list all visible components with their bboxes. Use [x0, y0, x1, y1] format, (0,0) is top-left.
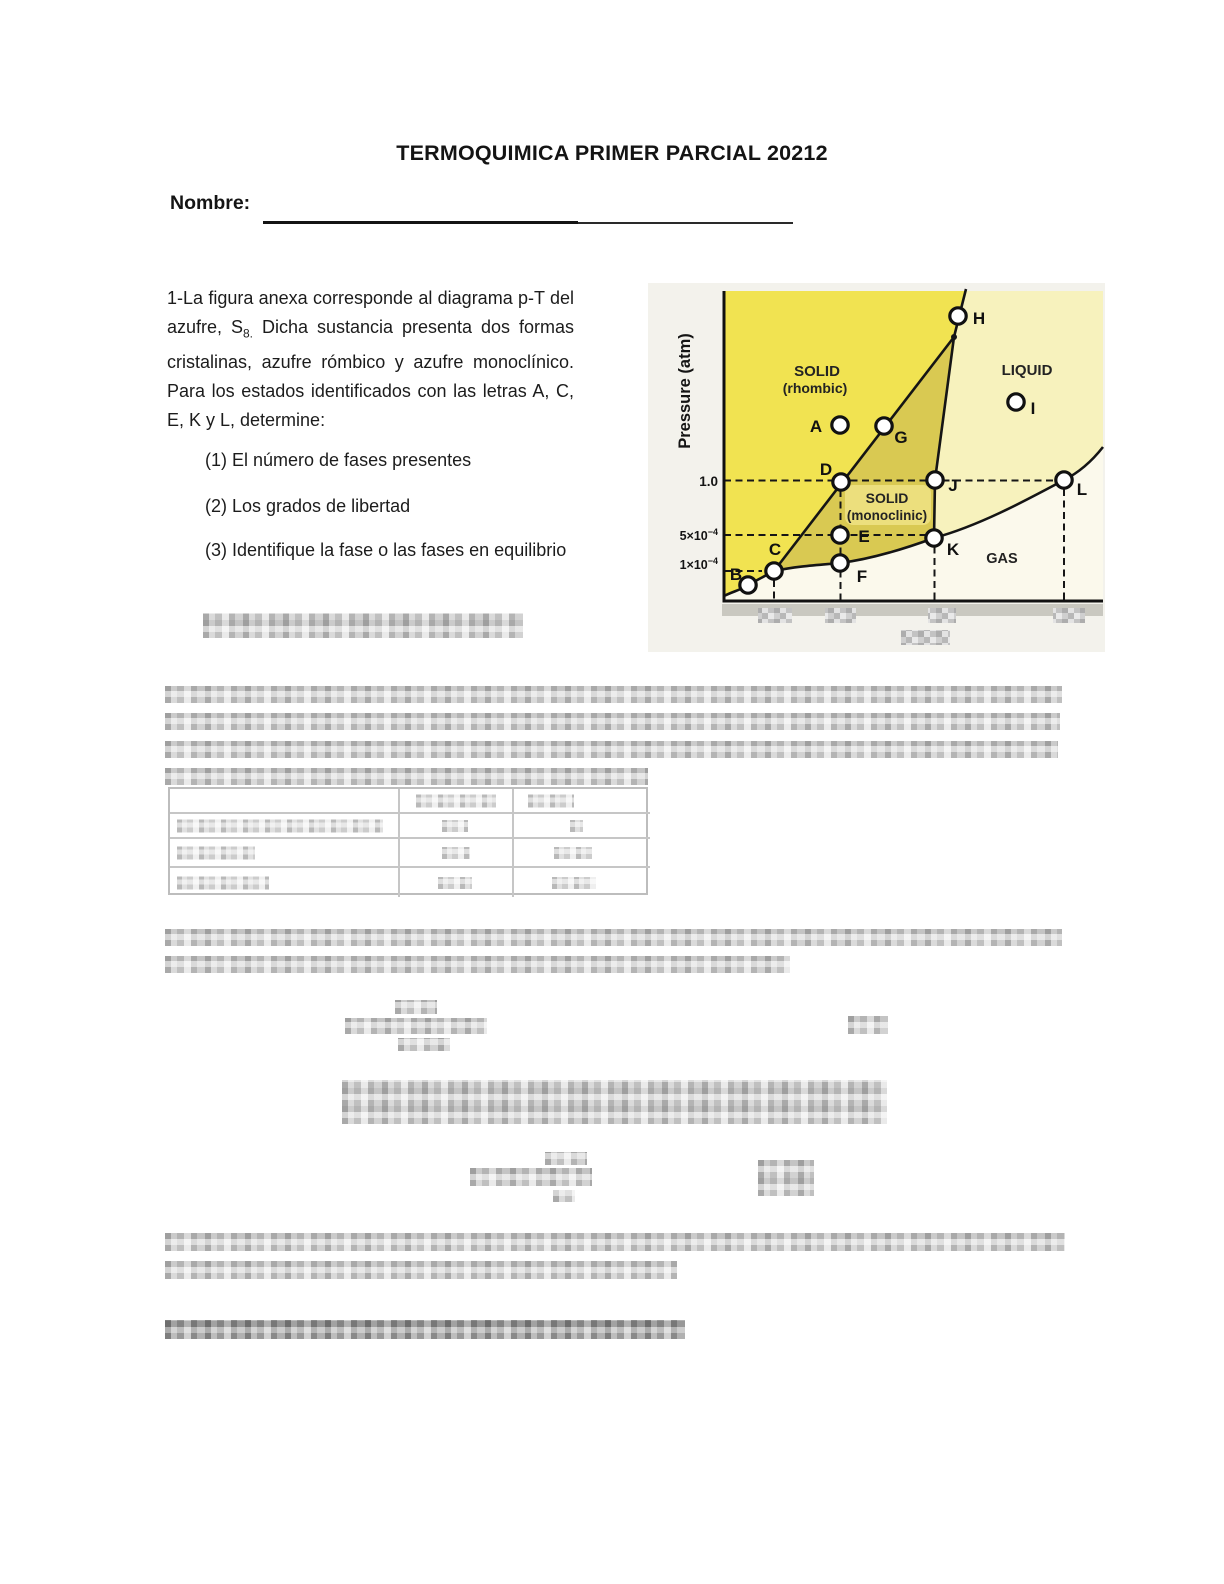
- table-cell: [514, 789, 650, 814]
- point-J-marker: [927, 472, 943, 488]
- table-cell: [400, 789, 514, 814]
- question1-text-a: 1-La figura anexa corresponde al diagrama p-T del azufre, S: [167, 288, 574, 337]
- redacted-value: [438, 877, 472, 889]
- redacted-equation1-body: [345, 1018, 487, 1034]
- x-tick-blur-1: [758, 608, 792, 623]
- redacted-value: [570, 820, 583, 832]
- point-G-marker: [876, 418, 892, 434]
- question1-paragraph: [167, 284, 574, 435]
- redacted-equation1-numerator: [395, 1000, 437, 1014]
- table-cell: [170, 839, 400, 868]
- redacted-question2-line-1: [165, 686, 1062, 703]
- redacted-header-2: [528, 794, 574, 807]
- x-tick-blur-4: [1053, 608, 1085, 623]
- point-B-label: B: [729, 565, 743, 584]
- redacted-value: [442, 820, 468, 832]
- y-tick-3-main: 1×10: [679, 558, 708, 572]
- point-K-marker: [926, 530, 942, 546]
- redacted-equation1-tag: [848, 1016, 888, 1034]
- region-solid-rhombic-label-2: (rhombic): [782, 380, 848, 396]
- point-H-label: H: [972, 309, 986, 328]
- point-K-label: K: [946, 540, 960, 559]
- redacted-question2-line-4: [165, 768, 648, 785]
- name-blank-line-2: [578, 201, 793, 224]
- redacted-value: [442, 847, 470, 859]
- x-tick-blur-3: [928, 608, 956, 623]
- point-I-marker: [1008, 394, 1024, 410]
- point-E-marker: [832, 527, 848, 543]
- y-tick-2-sup: −4: [707, 527, 718, 537]
- point-I-label: I: [1030, 399, 1036, 418]
- redacted-question3-line-2: [165, 956, 790, 973]
- region-solid-rhombic-label-1: SOLID: [794, 363, 840, 380]
- table-cell: [170, 868, 400, 897]
- point-B-marker: [740, 577, 756, 593]
- point-F-label: F: [856, 567, 868, 586]
- point-E-label: E: [858, 527, 870, 546]
- table-cell: [400, 814, 514, 839]
- sulfur-phase-diagram: [648, 283, 1105, 652]
- point-H-marker: [950, 308, 966, 324]
- point-G-label: G: [894, 428, 908, 447]
- redacted-question2-line-3: [165, 741, 1058, 758]
- redacted-answer-note: [203, 613, 523, 638]
- point-L-label: L: [1076, 480, 1088, 499]
- y-tick-3-sup: −4: [707, 556, 718, 566]
- point-D-label: D: [819, 460, 833, 479]
- region-gas-label: GAS: [986, 551, 1018, 567]
- redacted-equation2: [342, 1080, 887, 1124]
- redacted-equation3a-body: [470, 1168, 592, 1186]
- triple-point-dot: [951, 334, 957, 340]
- point-L-marker: [1056, 472, 1072, 488]
- region-liquid-label: LIQUID: [1001, 362, 1053, 379]
- redacted-row-label-3: [177, 876, 269, 889]
- table-cell: [514, 839, 650, 868]
- y-tick-2-main: 5×10: [679, 529, 708, 543]
- redacted-row-label-1: [177, 819, 383, 832]
- redacted-closing-line-2: [165, 1261, 677, 1279]
- point-A-label: A: [809, 417, 823, 436]
- table-cell: [400, 868, 514, 897]
- question2-data-table: [168, 787, 648, 895]
- point-A-marker: [832, 417, 848, 433]
- question1-text-b: Dicha sustancia presenta dos formas cristalinas, azufre rómbico y azufre monoclínico. Para los estados identificados con las letras A, C, E, K y L, determine:: [167, 316, 574, 430]
- table-cell: [170, 814, 400, 839]
- point-F-marker: [832, 555, 848, 571]
- table-cell: [170, 789, 400, 814]
- redacted-final-note: [165, 1320, 685, 1339]
- redacted-equation3a-denominator: [553, 1190, 575, 1202]
- page-title: TERMOQUIMICA PRIMER PARCIAL 20212: [396, 141, 828, 165]
- table-cell: [400, 839, 514, 868]
- question1-item-1: (1) El número de fases presentes: [205, 450, 472, 470]
- redacted-value: [554, 847, 592, 859]
- phase-diagram-svg: [648, 283, 1105, 652]
- point-C-marker: [766, 563, 782, 579]
- table-cell: [514, 868, 650, 897]
- y-tick-1: [699, 474, 718, 489]
- redacted-row-label-2: [177, 846, 255, 859]
- point-D-marker: [833, 474, 849, 490]
- region-solid-monoclinic-label-2: (monoclinic): [846, 508, 928, 523]
- table-cell: [514, 814, 650, 839]
- point-C-label: C: [768, 540, 782, 559]
- point-J-label: J: [948, 476, 958, 495]
- redacted-closing-line-1: [165, 1233, 1065, 1251]
- redacted-equation1-denominator: [398, 1038, 450, 1051]
- y-tick-1-main: 1.0: [699, 474, 718, 489]
- redacted-equation3b: [758, 1160, 814, 1196]
- question1-subscript: 8.: [243, 326, 254, 341]
- y-axis-label: Pressure (atm): [676, 333, 694, 449]
- x-tick-blur-2: [825, 608, 856, 623]
- question1-item-2: (2) Los grados de libertad: [205, 496, 411, 516]
- name-blank-line: [263, 200, 578, 224]
- redacted-question2-line-2: [165, 713, 1060, 730]
- x-axis-title-blur: [901, 630, 950, 645]
- name-label: Nombre:: [170, 192, 251, 214]
- redacted-equation3a-exponent: [545, 1152, 587, 1165]
- redacted-header-1: [416, 794, 496, 807]
- redacted-question3-line-1: [165, 929, 1062, 946]
- region-solid-monoclinic-label-1: SOLID: [865, 490, 909, 506]
- redacted-value: [552, 877, 596, 889]
- question1-item-3: (3) Identifique la fase o las fases en equilibrio: [205, 540, 567, 560]
